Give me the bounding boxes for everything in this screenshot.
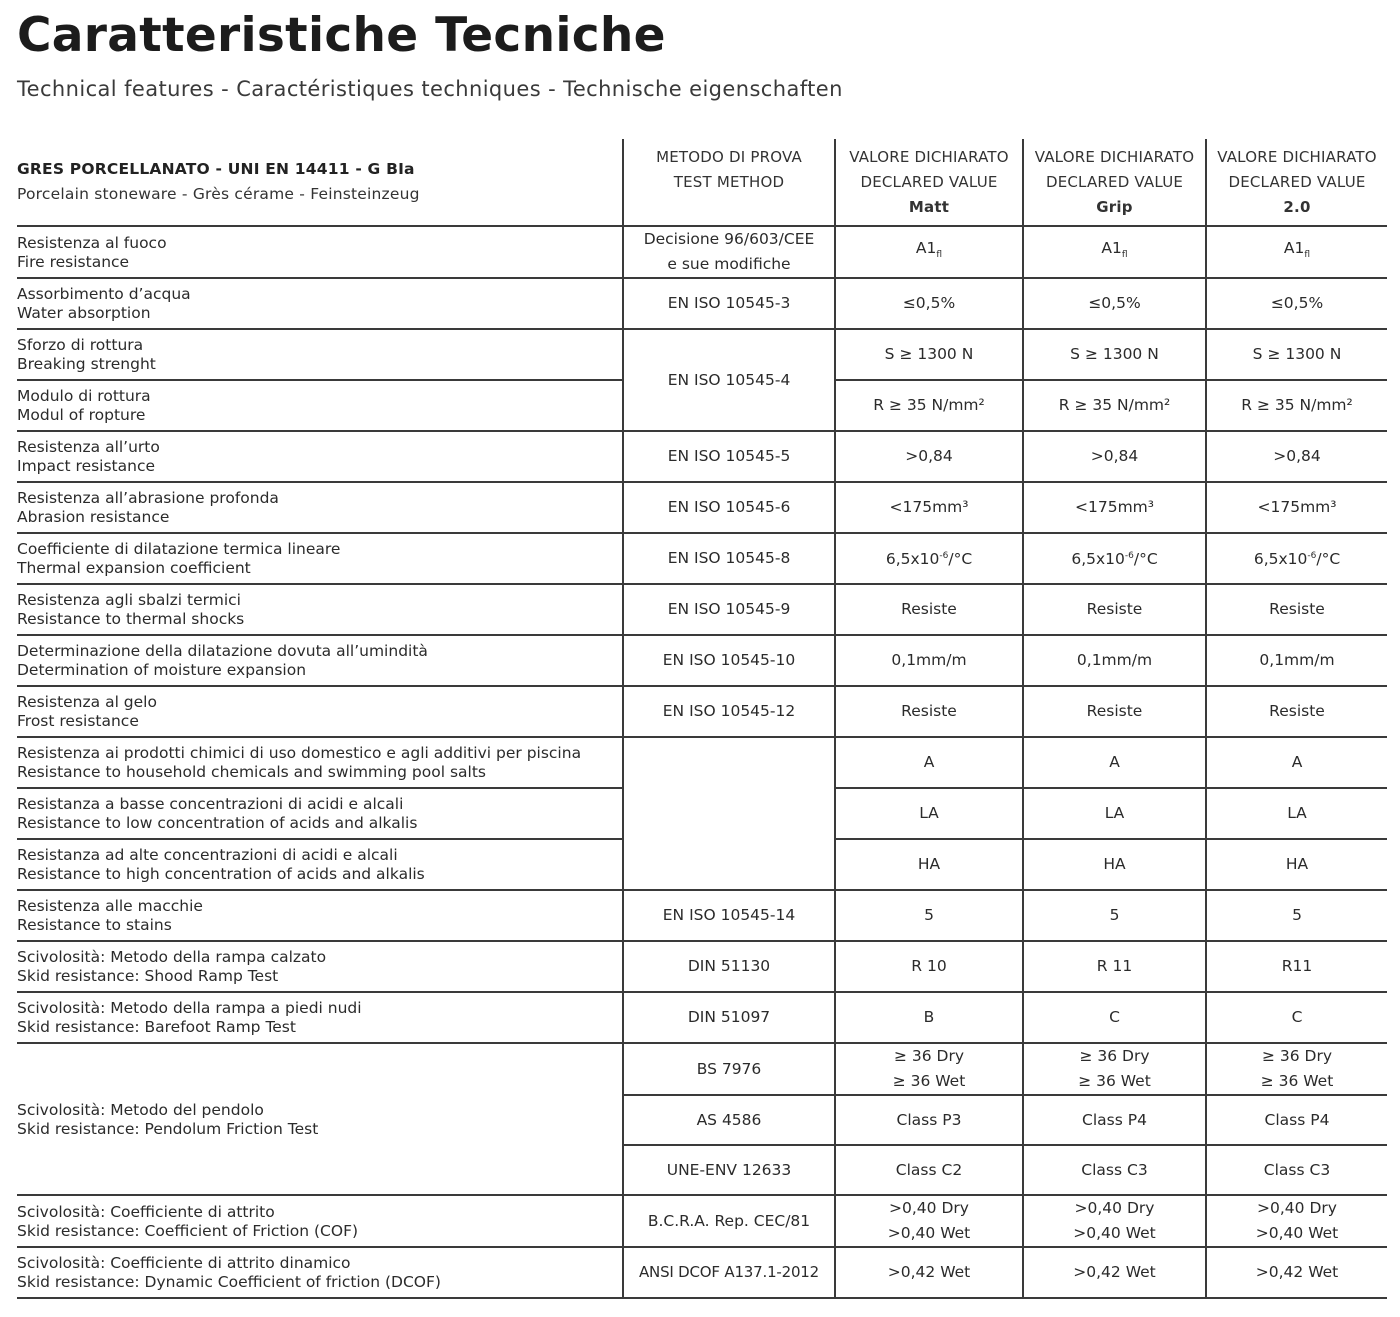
- property-name-it: Assorbimento d’acqua: [17, 285, 191, 303]
- property-cell: [17, 1043, 623, 1195]
- declared-value-matt: [835, 329, 1023, 380]
- value-text: 5: [1292, 906, 1302, 924]
- property-name-it: Resistenza all’urto: [17, 438, 160, 456]
- declared-value-matt: [835, 737, 1023, 788]
- property-cell: [17, 788, 623, 839]
- value-text: $A1_{fl}$: [915, 238, 943, 261]
- value-text: >0,40 Wet: [887, 1224, 971, 1242]
- value-text: S ≥ 1300 N: [884, 345, 974, 363]
- property-cell: [17, 431, 623, 482]
- value-text: C: [1109, 1008, 1120, 1026]
- test-method: EN ISO 10545-9: [667, 600, 791, 618]
- value-header-it: VALORE DICHIARATO: [1217, 147, 1377, 166]
- declared-value-matt: [835, 788, 1023, 839]
- value-header-en: DECLARED VALUE: [1045, 172, 1184, 191]
- property-name-it: Coefficiente di dilatazione termica lineare: [17, 540, 341, 558]
- property-name-en: Thermal expansion coefficient: [17, 559, 251, 577]
- property-name-it: Scivolosità: Metodo del pendolo: [17, 1100, 264, 1119]
- test-method: AS 4586: [696, 1110, 762, 1129]
- value-text: ≤0,5%: [902, 294, 956, 312]
- value-text: R11: [1281, 957, 1313, 975]
- value-text: <175mm³: [1075, 498, 1154, 516]
- value-header-it: VALORE DICHIARATO: [849, 147, 1009, 166]
- method-header-spacer: [624, 195, 834, 220]
- declared-value-matt: [835, 686, 1023, 737]
- property-name-en: Resistance to thermal shocks: [17, 610, 245, 628]
- value-text: <175mm³: [1257, 498, 1337, 516]
- test-method-cell: [623, 1043, 835, 1095]
- value-text: >0,40 Dry: [1074, 1199, 1155, 1217]
- declared-value-matt: [835, 1145, 1023, 1195]
- property-name-it: Resistanza a basse concentrazioni di acidi e alcali: [17, 795, 404, 813]
- value-text: C: [1291, 1008, 1303, 1026]
- declared-value-matt: [835, 1043, 1023, 1095]
- page-title: Caratteristiche Tecniche: [17, 8, 666, 63]
- property-name-it: Resistenza alle macchie: [17, 897, 203, 915]
- value-text: ≤0,5%: [1088, 294, 1141, 312]
- test-method: EN ISO 10545-5: [667, 447, 791, 465]
- declared-value-grip: [1023, 584, 1206, 635]
- declared-value-matt: [835, 992, 1023, 1043]
- property-name-en: Resistance to high concentration of acids and alkalis: [17, 865, 425, 883]
- value-text: LA: [1104, 804, 1125, 822]
- value-text: A: [923, 753, 935, 771]
- property-name-en: Skid resistance: Dynamic Coefficient of friction (DCOF): [17, 1273, 441, 1291]
- table-row: [17, 278, 1387, 329]
- value-text: Resiste: [1086, 600, 1143, 618]
- value-text: Class P4: [1082, 1110, 1147, 1129]
- property-name-it: Modulo di rottura: [17, 387, 151, 405]
- property-name-it: Sforzo di rottura: [17, 336, 144, 354]
- declared-value-grip: [1023, 890, 1206, 941]
- value-text: ≥ 36 Wet: [1260, 1072, 1334, 1090]
- declared-value-2-0: [1206, 431, 1387, 482]
- declared-value-matt: [835, 890, 1023, 941]
- property-cell: [17, 635, 623, 686]
- property-cell: [17, 329, 623, 380]
- value-text: ≤0,5%: [1270, 294, 1324, 312]
- value-text: Resiste: [1086, 702, 1143, 720]
- declared-value-2-0: [1206, 839, 1387, 890]
- value-text: ≥ 36 Dry: [1261, 1047, 1333, 1065]
- declared-value-2-0: [1206, 1095, 1387, 1145]
- declared-value-grip: [1023, 737, 1206, 788]
- test-method-cell: [623, 1195, 835, 1247]
- table-row: [17, 1247, 1387, 1298]
- value-text: 5: [1109, 906, 1120, 924]
- value-text: $6,5x10^{-6}/^\circ C$: [885, 550, 973, 569]
- property-name-it: Resistanza ad alte concentrazioni di acidi e alcali: [17, 846, 398, 864]
- test-method-cell: [623, 941, 835, 992]
- property-name-it: Resistenza agli sbalzi termici: [17, 591, 241, 609]
- property-cell: [17, 1195, 623, 1247]
- declared-value-grip: [1023, 941, 1206, 992]
- value-header-it: VALORE DICHIARATO: [1034, 147, 1195, 166]
- declared-value-matt: [835, 380, 1023, 431]
- table-row: [17, 482, 1387, 533]
- property-cell: [17, 941, 623, 992]
- property-name-en: Resistance to stains: [17, 916, 172, 934]
- property-cell: [17, 278, 623, 329]
- value-text: B: [923, 1008, 935, 1026]
- property-name-it: Scivolosità: Metodo della rampa calzato: [17, 948, 327, 966]
- property-name-it: Scivolosità: Coefficiente di attrito dinamico: [17, 1254, 351, 1272]
- value-text: 0,1mm/m: [1076, 651, 1153, 669]
- test-method: EN ISO 10545-6: [667, 498, 791, 516]
- test-method-cell: [623, 686, 835, 737]
- declared-value-matt: [835, 278, 1023, 329]
- test-method: EN ISO 10545-10: [662, 651, 796, 669]
- value-text: >0,40 Wet: [1255, 1224, 1339, 1242]
- value-text: LA: [919, 804, 939, 822]
- value-text: >0,42 Wet: [887, 1263, 971, 1281]
- test-method-cell: [623, 890, 835, 941]
- value-header-2-0: [1206, 139, 1387, 226]
- property-cell: [17, 992, 623, 1043]
- declared-value-2-0: [1206, 1043, 1387, 1095]
- declared-value-2-0: [1206, 533, 1387, 584]
- property-name-en: Breaking strenght: [17, 355, 156, 373]
- property-cell: [17, 890, 623, 941]
- value-header-en: DECLARED VALUE: [860, 172, 998, 191]
- test-method: Decisione 96/603/CEE: [643, 230, 815, 248]
- test-method: EN ISO 10545-12: [662, 702, 796, 720]
- declared-value-grip: [1023, 839, 1206, 890]
- value-text: HA: [1103, 855, 1126, 873]
- property-cell: [17, 686, 623, 737]
- declared-value-matt: [835, 1247, 1023, 1298]
- test-method-cell: [623, 533, 835, 584]
- value-text: Class P4: [1264, 1110, 1330, 1129]
- variant-name: Grip: [1096, 197, 1133, 216]
- test-method: DIN 51130: [687, 957, 771, 975]
- test-method: EN ISO 10545-4: [667, 370, 791, 389]
- value-text: ≥ 36 Dry: [1079, 1047, 1150, 1065]
- value-text: A: [1109, 753, 1120, 771]
- property-name-en: Frost resistance: [17, 712, 139, 730]
- property-name-en: Fire resistance: [17, 252, 130, 271]
- value-header-grip: [1023, 139, 1206, 226]
- declared-value-matt: [835, 1195, 1023, 1247]
- test-method-cell: [623, 329, 835, 431]
- value-text: S ≥ 1300 N: [1252, 345, 1342, 363]
- property-name-en: Impact resistance: [17, 457, 156, 475]
- value-text: R ≥ 35 N/mm²: [1241, 396, 1353, 414]
- test-method-cell: [623, 584, 835, 635]
- value-text: $6,5x10^{-6}/^\circ C$: [1253, 550, 1341, 569]
- property-name-it: Resistenza all’abrasione profonda: [17, 489, 279, 507]
- product-subtitle: Porcelain stoneware - Grès cérame - Feinsteinzeug: [17, 185, 420, 203]
- method-header-cell: [623, 139, 835, 226]
- declared-value-matt: [835, 1095, 1023, 1145]
- value-text: ≥ 36 Wet: [892, 1072, 966, 1090]
- property-name-en: Skid resistance: Shood Ramp Test: [17, 967, 279, 985]
- table-row: [17, 1195, 1387, 1247]
- value-text: >0,84: [905, 447, 953, 465]
- test-method: DIN 51097: [687, 1008, 771, 1026]
- test-method: e sue modifiche: [667, 255, 791, 273]
- test-method-cell: [623, 1145, 835, 1195]
- value-text: 5: [924, 906, 934, 924]
- property-name-it: Resistenza al fuoco: [17, 233, 167, 252]
- table-row: [17, 431, 1387, 482]
- value-text: HA: [917, 855, 941, 873]
- table-row: [17, 992, 1387, 1043]
- declared-value-2-0: [1206, 941, 1387, 992]
- value-text: ≥ 36 Wet: [1078, 1072, 1151, 1090]
- property-cell: [17, 584, 623, 635]
- property-name-en: Water absorption: [17, 304, 151, 322]
- declared-value-2-0: [1206, 1195, 1387, 1247]
- declared-value-2-0: [1206, 992, 1387, 1043]
- declared-value-2-0: [1206, 635, 1387, 686]
- value-text: $6,5x10^{-6}/^\circ C$: [1071, 550, 1158, 569]
- value-text: <175mm³: [889, 498, 969, 516]
- value-text: >0,40 Dry: [1257, 1199, 1337, 1217]
- page-subtitle: Technical features - Caractéristiques techniques - Technische eigenschaften: [17, 77, 843, 101]
- value-text: >0,42 Wet: [1255, 1263, 1339, 1281]
- value-text: LA: [1287, 804, 1307, 822]
- value-text: Class C3: [1263, 1160, 1331, 1179]
- property-cell: [17, 482, 623, 533]
- value-text: >0,40 Dry: [889, 1199, 969, 1217]
- value-text: Class P3: [896, 1110, 962, 1129]
- property-name-it: Scivolosità: Metodo della rampa a piedi nudi: [17, 999, 362, 1017]
- test-method: BS 7976: [696, 1059, 762, 1078]
- declared-value-matt: [835, 533, 1023, 584]
- declared-value-grip: [1023, 329, 1206, 380]
- value-text: HA: [1285, 855, 1309, 873]
- test-method: EN ISO 10545-8: [667, 549, 791, 567]
- value-text: >0,84: [1090, 447, 1139, 465]
- declared-value-2-0: [1206, 686, 1387, 737]
- test-method-cell: [623, 226, 835, 278]
- value-header-matt: [835, 139, 1023, 226]
- value-text: >0,84: [1273, 447, 1321, 465]
- declared-value-grip: [1023, 1043, 1206, 1095]
- property-cell: [17, 839, 623, 890]
- property-name-en: Resistance to low concentration of acids and alkalis: [17, 814, 418, 832]
- value-text: Resiste: [1269, 702, 1325, 720]
- test-method-cell: [623, 278, 835, 329]
- value-text: Resiste: [901, 600, 957, 618]
- value-text: 0,1mm/m: [891, 651, 967, 669]
- value-text: >0,40 Wet: [1073, 1224, 1156, 1242]
- test-method-cell: [623, 992, 835, 1043]
- table-row: [17, 226, 1387, 278]
- value-text: Resiste: [901, 702, 957, 720]
- declared-value-grip: [1023, 380, 1206, 431]
- property-name-en: Skid resistance: Coefficient of Friction (COF): [17, 1221, 359, 1240]
- test-method-cell: [623, 482, 835, 533]
- declared-value-2-0: [1206, 1145, 1387, 1195]
- declared-value-grip: [1023, 788, 1206, 839]
- value-text: Class C3: [1081, 1160, 1148, 1179]
- table-row: [17, 635, 1387, 686]
- table-row: [17, 941, 1387, 992]
- test-method-cell: [623, 635, 835, 686]
- value-text: Resiste: [1269, 600, 1325, 618]
- property-name-it: Determinazione della dilatazione dovuta all’umindità: [17, 642, 428, 660]
- value-header-en: DECLARED VALUE: [1228, 172, 1366, 191]
- declared-value-2-0: [1206, 329, 1387, 380]
- test-method: B.C.R.A. Rep. CEC/81: [647, 1211, 811, 1230]
- value-text: A: [1291, 753, 1303, 771]
- declared-value-matt: [835, 635, 1023, 686]
- test-method-cell: [623, 1095, 835, 1145]
- product-header-cell: [17, 139, 623, 226]
- test-method-cell: [623, 1247, 835, 1298]
- test-method: EN ISO 10545-14: [662, 906, 796, 924]
- property-name-it: Resistenza ai prodotti chimici di uso domestico e agli additivi per piscina: [17, 744, 582, 762]
- declared-value-2-0: [1206, 890, 1387, 941]
- property-name-en: Determination of moisture expansion: [17, 661, 307, 679]
- table-row: [17, 1043, 1387, 1095]
- declared-value-grip: [1023, 635, 1206, 686]
- declared-value-matt: [835, 839, 1023, 890]
- variant-name: Matt: [908, 197, 950, 216]
- test-method-cell: [623, 737, 835, 890]
- table-row: [17, 329, 1387, 380]
- table-row: [17, 533, 1387, 584]
- table-header-row: [17, 139, 1387, 226]
- value-text: ≥ 36 Dry: [893, 1047, 965, 1065]
- declared-value-2-0: [1206, 788, 1387, 839]
- declared-value-grip: [1023, 533, 1206, 584]
- declared-value-matt: [835, 941, 1023, 992]
- declared-value-grip: [1023, 1095, 1206, 1145]
- method-header-en: TEST METHOD: [673, 172, 785, 191]
- value-text: S ≥ 1300 N: [1070, 345, 1159, 363]
- test-method: UNE-ENV 12633: [666, 1160, 792, 1179]
- value-text: $A1_{fl}$: [1283, 238, 1311, 261]
- value-text: R 10: [911, 957, 947, 975]
- property-name-en: Abrasion resistance: [17, 508, 170, 526]
- property-name-it: Resistenza al gelo: [17, 693, 157, 711]
- property-name-en: Resistance to household chemicals and swimming pool salts: [17, 763, 486, 781]
- declared-value-grip: [1023, 226, 1206, 278]
- variant-name: 2.0: [1283, 197, 1311, 216]
- declared-value-2-0: [1206, 226, 1387, 278]
- declared-value-grip: [1023, 278, 1206, 329]
- declared-value-2-0: [1206, 380, 1387, 431]
- property-name-en: Modul of ropture: [17, 406, 146, 424]
- declared-value-grip: [1023, 1145, 1206, 1195]
- property-cell: [17, 1247, 623, 1298]
- value-text: R ≥ 35 N/mm²: [873, 396, 985, 414]
- property-cell: [17, 380, 623, 431]
- value-text: >0,42 Wet: [1073, 1263, 1156, 1281]
- declared-value-grip: [1023, 686, 1206, 737]
- property-cell: [17, 533, 623, 584]
- declared-value-grip: [1023, 1247, 1206, 1298]
- declared-value-grip: [1023, 431, 1206, 482]
- value-text: 0,1mm/m: [1259, 651, 1335, 669]
- value-text: Class C2: [895, 1160, 963, 1179]
- test-method: ANSI DCOF A137.1-2012: [638, 1263, 819, 1281]
- property-name-en: Skid resistance: Barefoot Ramp Test: [17, 1018, 296, 1036]
- method-header-it: METODO DI PROVA: [656, 147, 802, 166]
- table-row: [17, 890, 1387, 941]
- product-title: GRES PORCELLANATO - UNI EN 14411 - G BIa: [17, 160, 415, 178]
- property-name-it: Scivolosità: Coefficiente di attrito: [17, 1202, 275, 1221]
- property-cell: [17, 226, 623, 278]
- declared-value-2-0: [1206, 1247, 1387, 1298]
- property-cell: [17, 737, 623, 788]
- declared-value-2-0: [1206, 584, 1387, 635]
- technical-features-table: [17, 139, 1387, 1299]
- declared-value-matt: [835, 482, 1023, 533]
- value-text: R ≥ 35 N/mm²: [1058, 396, 1171, 414]
- declared-value-grip: [1023, 1195, 1206, 1247]
- value-text: R 11: [1096, 957, 1133, 975]
- declared-value-matt: [835, 584, 1023, 635]
- value-text: $A1_{fl}$: [1101, 238, 1128, 261]
- test-method: EN ISO 10545-3: [667, 294, 791, 312]
- declared-value-grip: [1023, 992, 1206, 1043]
- declared-value-matt: [835, 431, 1023, 482]
- table-row: [17, 686, 1387, 737]
- declared-value-2-0: [1206, 278, 1387, 329]
- table-body: [17, 226, 1387, 1298]
- declared-value-2-0: [1206, 737, 1387, 788]
- declared-value-matt: [835, 226, 1023, 278]
- table-row: [17, 737, 1387, 788]
- declared-value-grip: [1023, 482, 1206, 533]
- test-method-cell: [623, 431, 835, 482]
- declared-value-2-0: [1206, 482, 1387, 533]
- property-name-en: Skid resistance: Pendolum Friction Test: [17, 1119, 319, 1138]
- table-row: [17, 584, 1387, 635]
